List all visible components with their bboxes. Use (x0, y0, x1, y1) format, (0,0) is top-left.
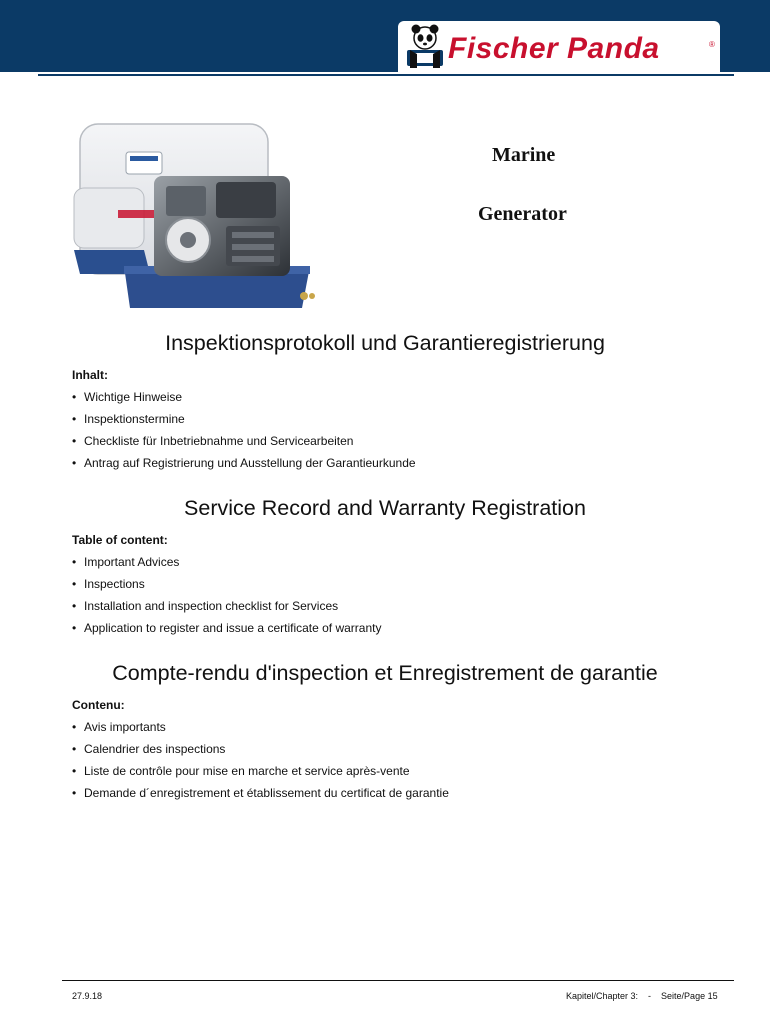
list-item: • Important Advices (72, 555, 180, 569)
panda-logo-icon (404, 24, 446, 70)
generator-product-image (66, 118, 322, 320)
hero-title-line-2: Generator (478, 203, 567, 225)
toc-list-french (72, 720, 449, 808)
list-item: • Inspections (72, 577, 145, 591)
footer-page-reference: Kapitel/Chapter 3: - Seite/Page 15 (566, 991, 718, 1001)
list-item: • Calendrier des inspections (72, 742, 226, 756)
section-label-english: Table of content: (72, 533, 168, 547)
section-label-german: Inhalt: (72, 368, 108, 382)
list-item: • Liste de contrôle pour mise en marche et service après-vente (72, 764, 410, 778)
list-item: • Demande d´enregistrement et établissement du certificat de garantie (72, 786, 449, 800)
registered-mark: ® (709, 40, 715, 49)
list-item: • Avis importants (72, 720, 166, 734)
section-title-french: Compte-rendu d'inspection et Enregistrement de garantie (112, 661, 658, 685)
toc-list-german (72, 390, 416, 478)
footer-rule (62, 980, 734, 981)
footer-date: 27.9.18 (72, 991, 103, 1001)
section-title-english: Service Record and Warranty Registration (184, 496, 586, 520)
hero-title-line-1: Marine (492, 144, 556, 166)
list-item: • Checkliste für Inbetriebnahme und Servicearbeiten (72, 434, 354, 448)
list-item: • Application to register and issue a certificate of warranty (72, 621, 382, 635)
brand-wordmark: Fischer Panda (448, 32, 660, 65)
list-item: • Antrag auf Registrierung und Ausstellung der Garantieurkunde (72, 456, 416, 470)
list-item: • Inspektionstermine (72, 412, 185, 426)
section-label-french: Contenu: (72, 698, 125, 712)
list-item: • Installation and inspection checklist for Services (72, 599, 339, 613)
header-rule (38, 74, 734, 76)
list-item: • Wichtige Hinweise (72, 390, 183, 404)
section-title-german: Inspektionsprotokoll und Garantieregistrierung (165, 331, 605, 355)
toc-list-english (72, 555, 381, 643)
